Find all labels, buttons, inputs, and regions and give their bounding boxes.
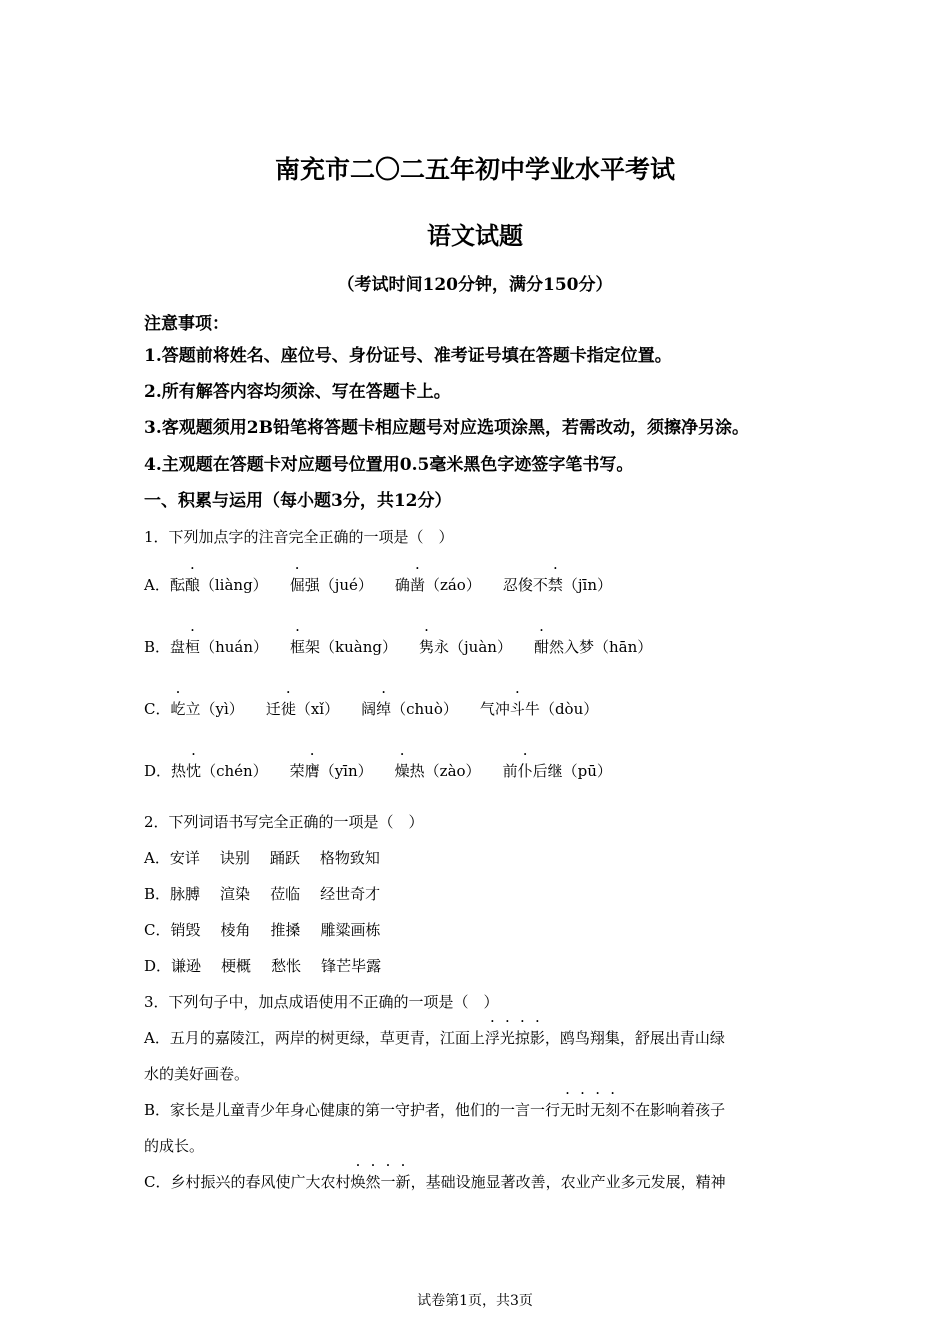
question-2-stem: 2．下列词语书写完全正确的一项是（ ）: [144, 813, 424, 831]
option-letter: A．: [144, 576, 170, 594]
dotted-char: 酣: [533, 638, 549, 656]
q3-option-a: A．五月的嘉陵江，两岸的树更绿，草更青，江面上浮光掠影，鸥鸟翔集，舒展出青山绿: [144, 1026, 725, 1050]
dotted-char: 影: [529, 1029, 545, 1047]
dotted-char: 酿: [184, 576, 200, 594]
dotted-char: 膺: [304, 762, 320, 780]
dotted-char: 掠: [514, 1029, 530, 1047]
dotted-char: 时: [575, 1101, 591, 1119]
dotted-char: 屹: [170, 700, 186, 718]
dotted-char: 徙: [280, 700, 296, 718]
pinyin-item: 荣膺（yīn）: [290, 759, 373, 783]
pinyin-item: 忍俊不禁（jīn）: [503, 573, 612, 597]
q2-option-c: C．销毁 棱角 推搡 雕粱画栋: [144, 921, 381, 939]
dotted-char: 框: [290, 638, 306, 656]
dotted-char: 凿: [409, 576, 425, 594]
pinyin-item: 确凿（záo）: [395, 573, 481, 597]
dotted-char: 仆: [517, 762, 533, 780]
dotted-char: 忱: [186, 762, 202, 780]
q3-option-a-cont: 水的美好画卷。: [144, 1065, 250, 1083]
pinyin-item: 倔强（jué）: [290, 573, 373, 597]
notice-item: 2.所有解答内容均须涂、写在答题卡上。: [144, 382, 451, 402]
q1-option-c: [144, 697, 620, 721]
dotted-char: 燥: [394, 762, 410, 780]
pinyin-item: 隽永（juàn）: [419, 635, 512, 659]
q3-option-b: B．家长是儿童青少年身心健康的第一守护者，他们的一言一行无时无刻不在影响着孩子: [144, 1098, 725, 1122]
notice-item: 3.客观题须用2B铅笔将答题卡相应题号对应选项涂黑，若需改动，须擦净另涂。: [144, 418, 749, 438]
dotted-char: 无: [560, 1101, 576, 1119]
pinyin-item: 酝酿（liàng）: [170, 573, 268, 597]
pinyin-item: 迁徙（xǐ）: [266, 697, 339, 721]
q2-option-d: D．谦逊 梗概 愁怅 锋芒毕露: [144, 957, 382, 975]
dotted-char: 浮: [484, 1029, 500, 1047]
q2-option-a: A．安详 诀别 踊跃 格物致知: [144, 849, 380, 867]
pinyin-item: 屹立（yì）: [170, 697, 243, 721]
dotted-char: 一: [380, 1173, 396, 1191]
dotted-char: 光: [499, 1029, 515, 1047]
question-3-stem: 3．下列句子中，加点成语使用不正确的一项是（ ）: [144, 993, 499, 1011]
dotted-char: 斗: [509, 700, 525, 718]
dotted-char: 焕: [350, 1173, 366, 1191]
dotted-char: 绰: [376, 700, 392, 718]
dotted-char: 新: [395, 1173, 411, 1191]
dotted-char: 桓: [185, 638, 201, 656]
dotted-char: 无: [590, 1101, 606, 1119]
exam-subtitle: 语文试题: [427, 221, 523, 250]
notice-item: 1.答题前将姓名、座位号、身份证号、准考证号填在答题卡指定位置。: [144, 346, 672, 366]
dotted-char: 禁: [547, 576, 563, 594]
dotted-char: 然: [365, 1173, 381, 1191]
notice-item: 4.主观题在答题卡对应题号位置用0.5毫米黑色字迹签字笔书写。: [144, 455, 634, 475]
pinyin-item: 框架（kuàng）: [290, 635, 397, 659]
option-letter: C．: [144, 700, 171, 718]
exam-info: （考试时间120分钟，满分150分）: [337, 275, 613, 295]
q3-option-c: C．乡村振兴的春风使广大农村焕然一新，基础设施显著改善，农业产业多元发展，精神: [144, 1170, 726, 1194]
pinyin-item: 阔绰（chuò）: [361, 697, 458, 721]
section-heading: 一、积累与运用（每小题3分，共12分）: [144, 491, 452, 511]
dotted-char: 刻: [605, 1101, 621, 1119]
dotted-char: 倔: [289, 576, 305, 594]
q1-option-a: [144, 573, 634, 597]
option-letter: D．: [144, 762, 172, 780]
pinyin-item: 燥热（zào）: [395, 759, 481, 783]
pinyin-item: 前仆后继（pū）: [503, 759, 612, 783]
pinyin-item: 盘桓（huán）: [170, 635, 268, 659]
pinyin-item: 热忱（chén）: [171, 759, 268, 783]
q3-option-b-cont: 的成长。: [144, 1137, 205, 1155]
dotted-char: 隽: [419, 638, 435, 656]
question-1-stem: 1．下列加点字的注音完全正确的一项是（ ）: [144, 528, 454, 546]
option-letter: B．: [144, 638, 171, 656]
q1-option-d: [144, 759, 634, 783]
pinyin-item: 酣然入梦（hān）: [534, 635, 652, 659]
pinyin-item: 气冲斗牛（dòu）: [480, 697, 598, 721]
exam-title: 南充市二〇二五年初中学业水平考试: [274, 155, 675, 184]
page-footer: 试卷第1页，共3页: [417, 1293, 533, 1309]
notice-heading: 注意事项：: [144, 314, 229, 334]
q1-option-b: [144, 635, 674, 659]
q2-option-b: B．脉膊 渲染 莅临 经世奇才: [144, 885, 381, 903]
